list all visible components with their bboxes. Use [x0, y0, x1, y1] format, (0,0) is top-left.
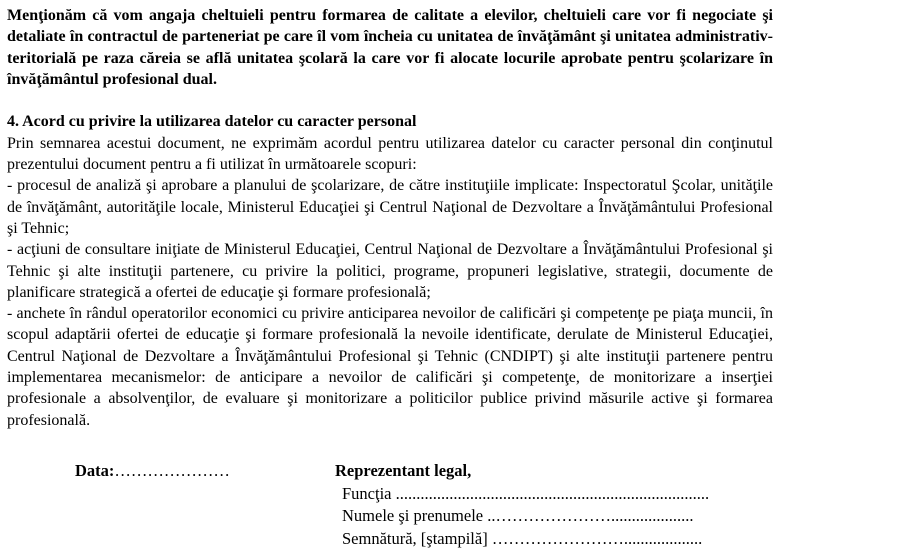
paragraph-spacer: [7, 90, 773, 111]
date-field: [75, 460, 335, 483]
signature-field-name: Numele şi prenumele ..…………………....................: [342, 506, 694, 526]
bullet-item-analysis-approval: - procesul de analiză şi aprobare a planului de şcolarizare, de către instituţiile implicate: Inspectoratul Şcolar, unităţile de învăţământ, autorităţile locale, Ministerul Educaţiei şi Centrul Naţional de Dezvoltare a Învăţământului Profesional şi Tehnic;: [7, 177, 773, 237]
section-heading: 4. Acord cu privire la utilizarea datelor cu caracter personal: [7, 113, 417, 131]
date-dotted-line: …………………: [114, 460, 230, 480]
bullet-item-economic-surveys: - anchete în rândul operatorilor economici cu privire anticiparea nevoilor de calificări şi competenţe pe piaţa muncii, în scopul adaptării ofertei de educaţie şi formare profesională la nevoile identificate, derulate de Ministerul Educaţiei, Centrul Naţional de Dezvoltare a Învăţământului Profesional şi Tehnic (CNDIPT) şi alte instituţii partenere pentru implementarea mecanismelor: de anticipare a nevoilor de calificări şi competenţe, de monitorizare a inserţiei profesionale a absolvenţilor, de evaluare şi monitorizare a politicilor publice privind măsurile active şi formarea profesională.: [7, 305, 773, 429]
signature-field-position: Funcţia ............................................................................: [342, 483, 710, 503]
signature-field-signature-stamp: Semnătură, [ştampilă] ……………………...................: [342, 528, 703, 548]
signature-block: [7, 460, 773, 550]
signature-header-row: [7, 460, 773, 483]
date-label: Data:: [75, 460, 115, 480]
intro-paragraph: Menţionăm că vom angaja cheltuieli pentru formarea de calitate a elevilor, cheltuieli care vor fi negociate şi detaliate în contractul de parteneriat pe care îl vom încheia cu unitatea de învăţământ şi unitatea administrativ-teritorială pe raza căreia se află unitatea şcolară la care vor fi alocate locurile aprobate pentru şcolarizare în învăţământul profesional dual.: [7, 7, 773, 88]
consent-paragraph: Prin semnarea acestui document, ne exprimăm acordul pentru utilizarea datelor cu caracter personal din conţinutul prezentului document pentru a fi utilizat în următoarele scopuri:: [7, 134, 773, 174]
legal-representative-heading: Reprezentant legal,: [335, 460, 472, 480]
bullet-item-consultation-actions: - acţiuni de consultare iniţiate de Ministerul Educaţiei, Centrul Naţional de Dezvoltare a Învăţământului Profesional şi Tehnic şi alte instituţii partenere, cu privire la politici, programe, propuneri legislative, strategii, documente de planificare strategică a ofertei de educaţie şi formare profesională;: [7, 241, 773, 301]
